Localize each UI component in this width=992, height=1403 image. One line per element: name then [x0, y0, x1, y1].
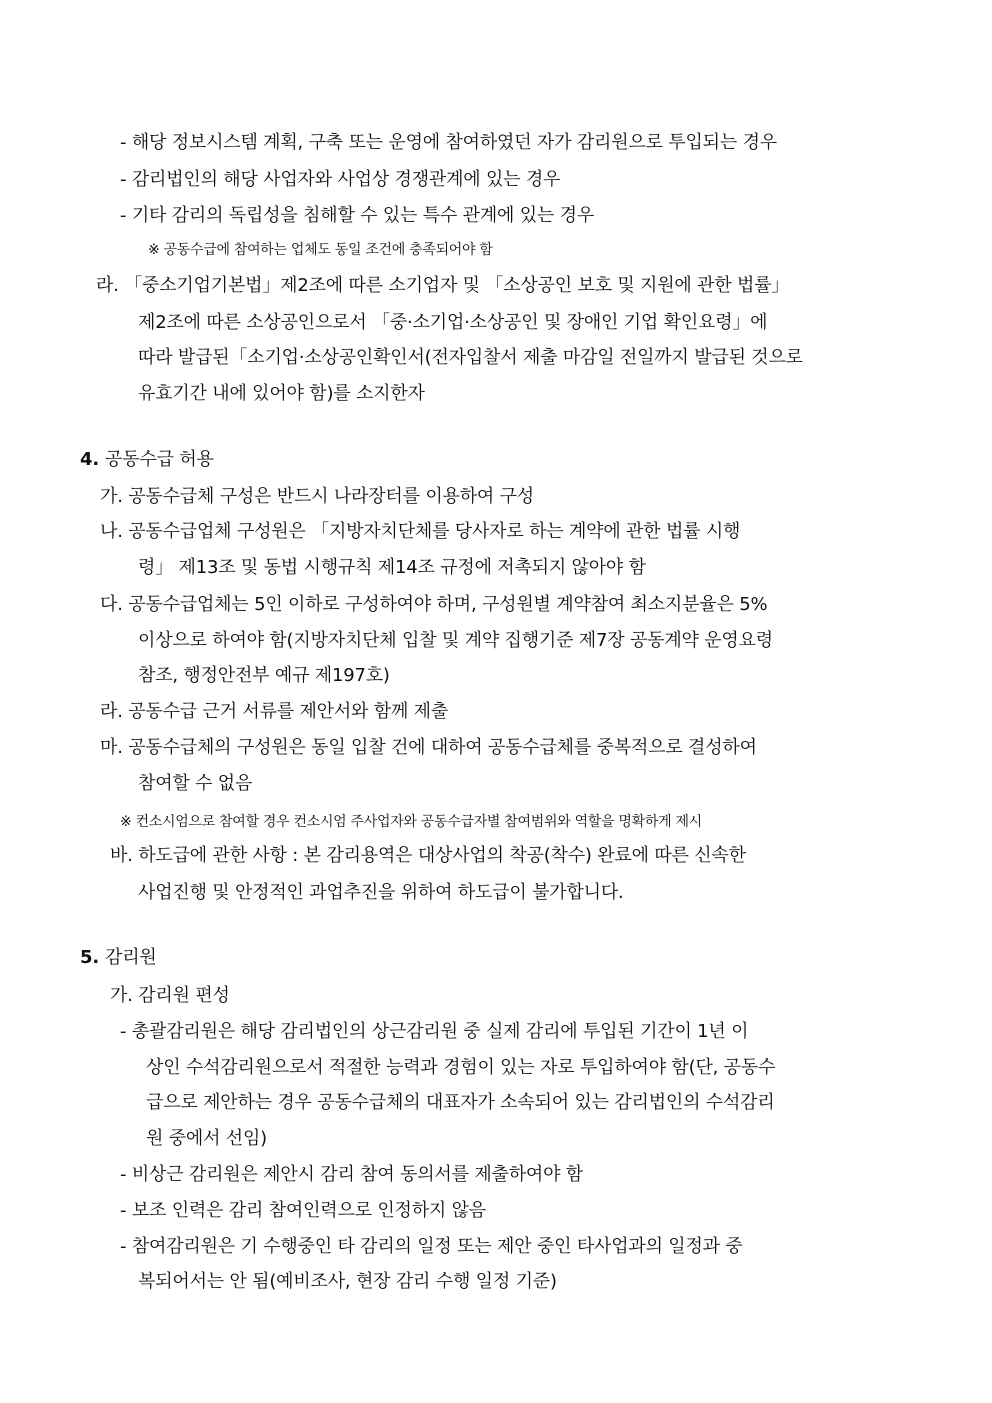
item-ba-line: 바. 하도급에 관한 사항 : 본 감리용역은 대상사업의 착공(착수) 완료에 따른 신속한	[110, 845, 746, 866]
list-item: 참조, 행정안전부 예규 제197호)	[138, 665, 390, 686]
list-item: 참여할 수 없음	[138, 773, 253, 794]
list-item: 나. 공동수급업체 구성원은 「지방자치단체를 당사자로 하는 계약에 관한 법률 시행	[100, 521, 741, 542]
list-item: 다. 공동수급업체는 5인 이하로 구성하여야 하며, 구성원별 계약참여 최소지분율은 5%	[100, 594, 768, 615]
bullet-line: - 해당 정보시스템 계획, 구축 또는 운영에 참여하였던 자가 감리원으로 투입되는 경우	[120, 132, 777, 153]
bullet-line: - 기타 감리의 독립성을 침해할 수 있는 특수 관계에 있는 경우	[120, 205, 595, 226]
section-heading	[80, 946, 157, 970]
list-item: 라. 공동수급 근거 서류를 제안서와 함께 제출	[100, 701, 449, 722]
list-item: 이상으로 하여야 함(지방자치단체 입찰 및 계약 집행기준 제7장 공동계약 운영요령	[138, 630, 773, 651]
note-line: ※ 공동수급에 참여하는 업체도 동일 조건에 충족되어야 함	[148, 242, 493, 258]
section-heading	[80, 448, 214, 472]
section-title: 감리원	[105, 947, 157, 968]
bullet-line: - 감리법인의 해당 사업자와 사업상 경쟁관계에 있는 경우	[120, 169, 561, 190]
bullet-line: 원 중에서 선임)	[146, 1128, 267, 1149]
list-item: 령」 제13조 및 동법 시행규칙 제14조 규정에 저촉되지 않아야 함	[138, 557, 646, 578]
sub-heading: 가. 감리원 편성	[110, 985, 230, 1006]
item-ba-line: 사업진행 및 안정적인 과업추진을 위하여 하도급이 불가합니다.	[138, 882, 624, 903]
list-item: 마. 공동수급체의 구성원은 동일 입찰 건에 대하여 공동수급체를 중복적으로 결성하여	[100, 737, 757, 758]
item-ra-line: 유효기간 내에 있어야 함)를 소지한자	[138, 383, 425, 404]
bullet-line: - 총괄감리원은 해당 감리법인의 상근감리원 중 실제 감리에 투입된 기간이 1년 이	[120, 1021, 749, 1042]
item-ra-line: 라. 「중소기업기본법」제2조에 따른 소기업자 및 「소상공인 보호 및 지원에 관한 법률」	[96, 275, 790, 296]
section-number: 4.	[80, 449, 99, 470]
section-number: 5.	[80, 947, 99, 968]
bullet-line: 급으로 제안하는 경우 공동수급체의 대표자가 소속되어 있는 감리법인의 수석감리	[146, 1092, 775, 1113]
list-item: 가. 공동수급체 구성은 반드시 나라장터를 이용하여 구성	[100, 486, 534, 507]
note-line: ※ 컨소시엄으로 참여할 경우 컨소시엄 주사업자와 공동수급자별 참여범위와 역할을 명확하게 제시	[120, 814, 702, 830]
bullet-line: - 비상근 감리원은 제안시 감리 참여 동의서를 제출하여야 함	[120, 1164, 583, 1185]
bullet-line: 복되어서는 안 됨(예비조사, 현장 감리 수행 일정 기준)	[138, 1271, 557, 1292]
section-title: 공동수급 허용	[105, 449, 214, 470]
bullet-line: - 보조 인력은 감리 참여인력으로 인정하지 않음	[120, 1200, 486, 1221]
bullet-line: 상인 수석감리원으로서 적절한 능력과 경험이 있는 자로 투입하여야 함(단, 공동수	[146, 1057, 776, 1078]
item-ra-line: 제2조에 따른 소상공인으로서 「중·소기업·소상공인 및 장애인 기업 확인요령」에	[138, 312, 768, 333]
bullet-line: - 참여감리원은 기 수행중인 타 감리의 일정 또는 제안 중인 타사업과의 일정과 중	[120, 1236, 743, 1257]
item-ra-line: 따라 발급된「소기업·소상공인확인서(전자입찰서 제출 마감일 전일까지 발급된 것으로	[138, 347, 803, 368]
